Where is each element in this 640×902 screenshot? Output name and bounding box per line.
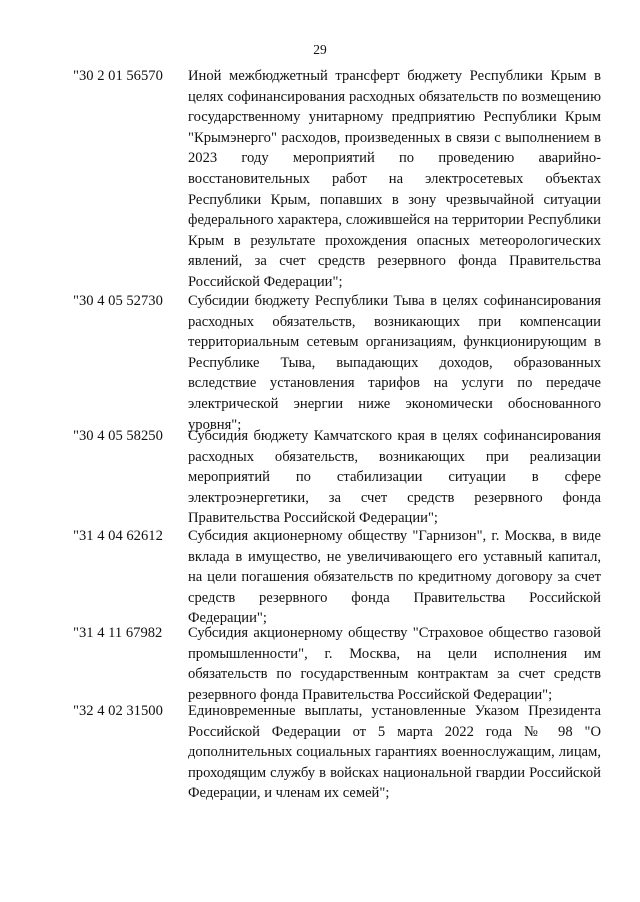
budget-entry-description: Иной межбюджетный трансферт бюджету Республики Крым в целях софинансирования расходных обязательств по возмещению государственному унитарному предприятию Республики Крым "Крымэнерго" расходов, произведенных в связи с выполнением в 2023 году мероприятий по проведению аварийно-восстановительных работ на электросетевых объектах Республики Крым, попавших в зону чрезвычайной ситуации федерального характера, сложившейся на территории Республики Крым в результате прохождения опасных метеорологических явлений, за счет средств резервного фонда Правительства Российской Федерации"; (188, 68, 601, 290)
budget-code: "30 4 05 52730 (73, 293, 163, 309)
budget-code: "31 4 04 62612 (73, 528, 163, 544)
budget-code: "30 2 01 56570 (73, 68, 163, 84)
budget-entry-description: Субсидии бюджету Республики Тыва в целях софинансирования расходных обязательств, возникающих при компенсации территориальным сетевым организациям, функционирующим в Республике Тыва, выпадающих доходов, образованных вследствие установления тарифов на услуги по передаче электрической энергии ниже экономически обоснованного уровня"; (188, 293, 601, 433)
budget-entry-description: Субсидия акционерному обществу "Страховое общество газовой промышленности", г. Москва, на цели исполнения им обязательств по государственным контрактам за счет средств резервного фонда Правительства Российской Федерации"; (188, 625, 601, 703)
budget-entry-description: Субсидия бюджету Камчатского края в целях софинансирования расходных обязательств, возникающих при реализации мероприятий по стабилизации ситуации в сфере электроэнергетики, за счет средств резервного фонда Правительства Российской Федерации"; (188, 428, 601, 527)
budget-code: "30 4 05 58250 (73, 428, 163, 444)
budget-entry-description: Субсидия акционерному обществу "Гарнизон", г. Москва, в виде вклада в имущество, не увеличивающего его уставный капитал, на цели погашения обязательств по кредитному договору за счет средств резервного фонда Правительства Российской Федерации"; (188, 528, 601, 627)
budget-code: "31 4 11 67982 (73, 625, 163, 641)
budget-code: "32 4 02 31500 (73, 703, 163, 719)
budget-entry-description: Единовременные выплаты, установленные Указом Президента Российской Федерации от 5 марта 2022 года № 98 "О дополнительных социальных гарантиях военнослужащим, лицам, проходящим службу в войсках национальной гвардии Российской Федерации, и членам их семей"; (188, 703, 601, 802)
page-number: 29 (313, 42, 327, 57)
